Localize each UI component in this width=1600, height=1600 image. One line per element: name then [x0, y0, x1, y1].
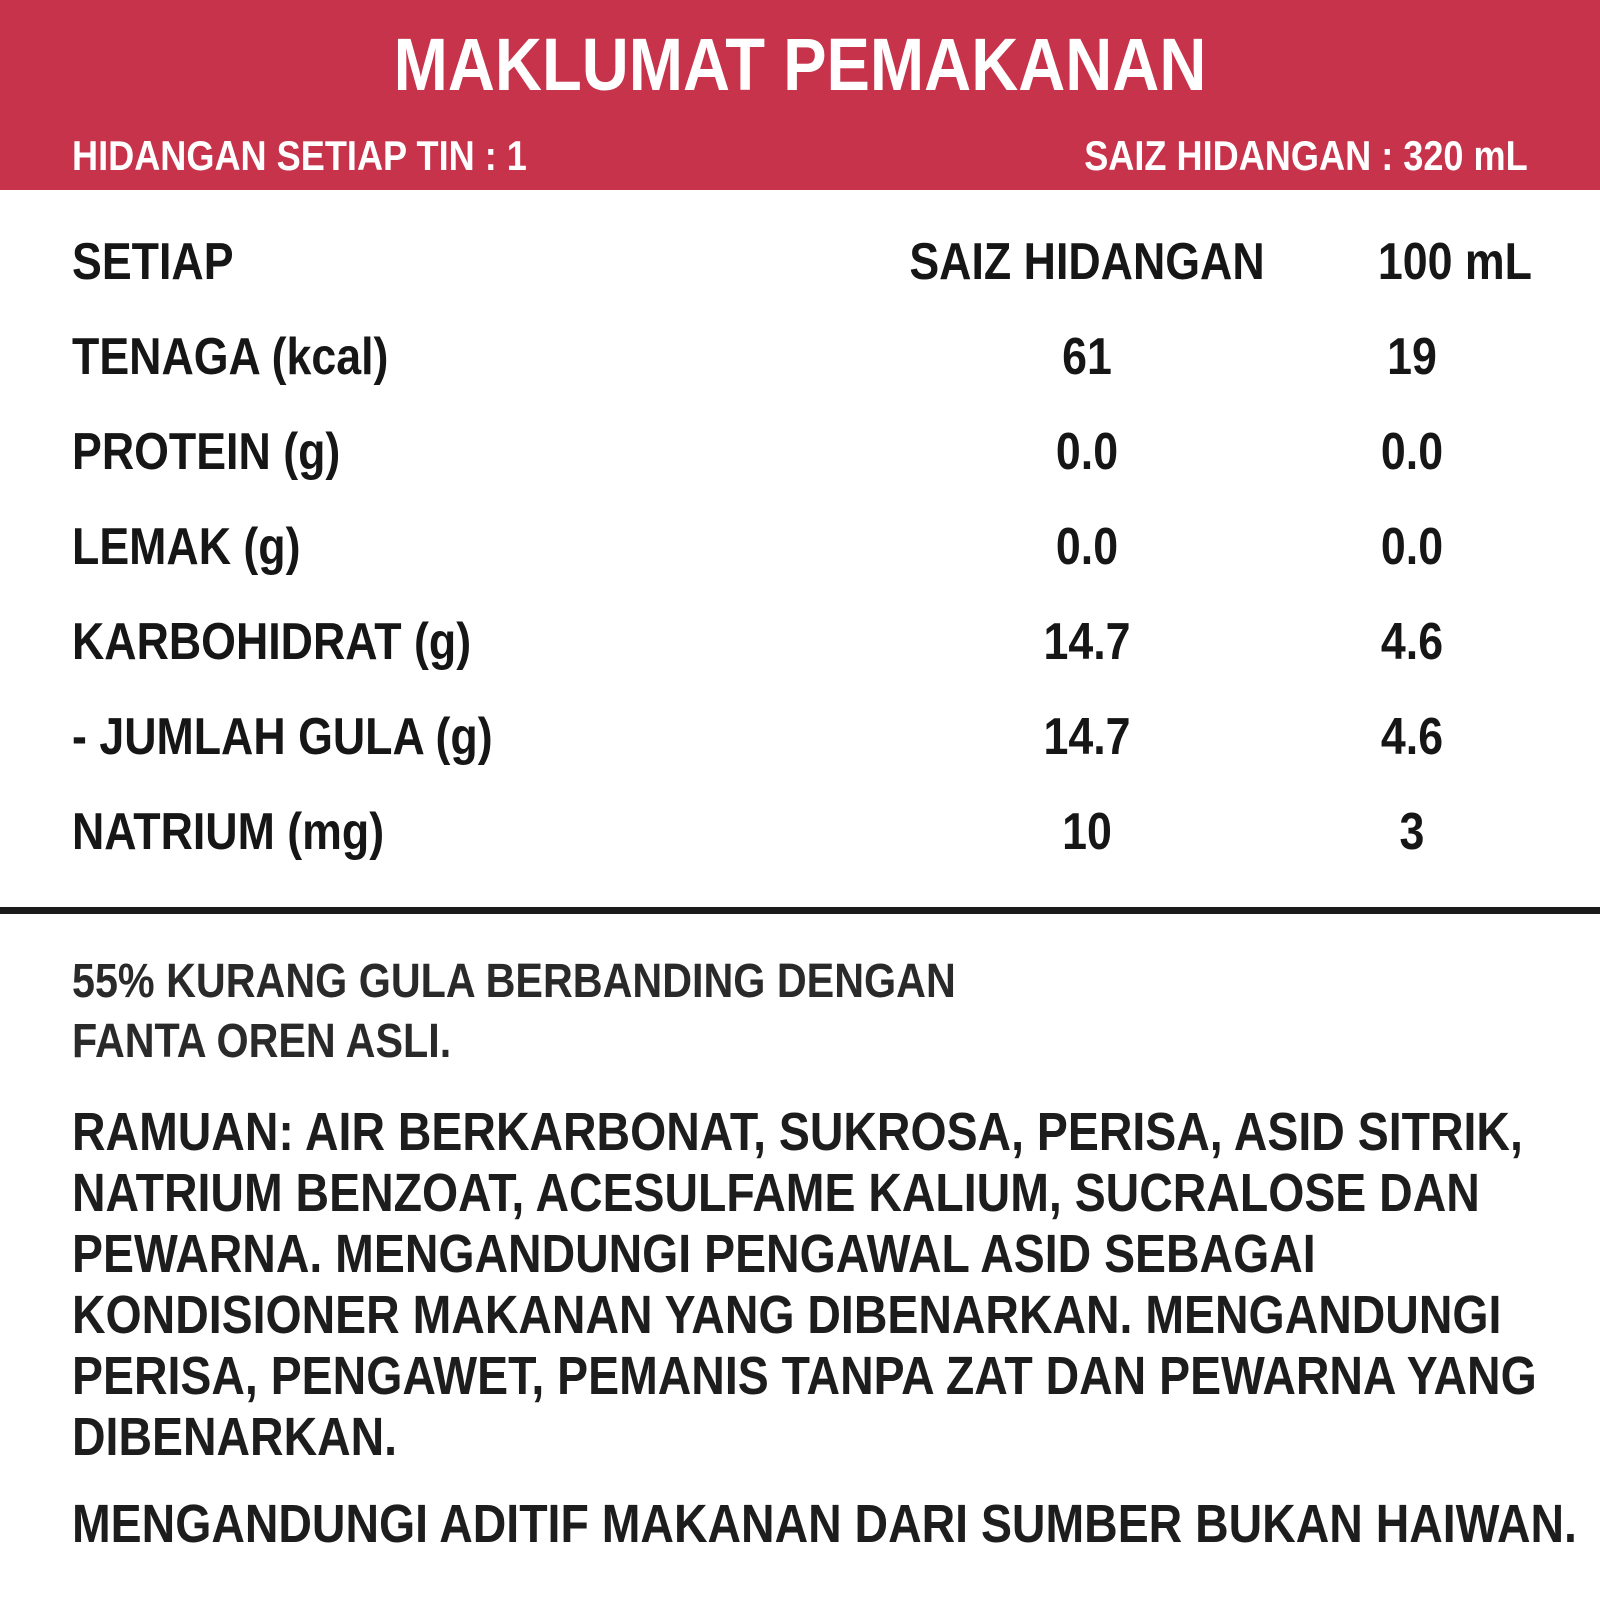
column-header-100ml: 100 mL: [1377, 233, 1532, 291]
label-notes: [72, 952, 1592, 1555]
per-serving-value: 14.7: [1043, 613, 1131, 671]
table-row: [72, 517, 1532, 612]
per-100ml-value: 4.6: [1380, 613, 1444, 671]
per-serving-value: 0.0: [1055, 423, 1119, 481]
additive-statement: MENGANDUNGI ADITIF MAKANAN DARI SUMBER BUKAN HAIWAN.: [72, 1494, 1577, 1554]
table-row: [72, 802, 1532, 897]
nutrient-label: NATRIUM (mg): [72, 803, 385, 861]
per-serving-value: 61: [1062, 328, 1112, 386]
nutrient-label: - JUMLAH GULA (g): [72, 708, 493, 766]
ingredients-list: RAMUAN: AIR BERKARBONAT, SUKROSA, PERISA, ASID SITRIK, NATRIUM BENZOAT, ACESULFAME KALIUM, SUCRALOSE DAN PEWARNA. MENGANDUNGI PENGAWAL ASID SEBAGAI KONDISIONER MAKANAN YANG DIBENARKAN. MENGANDUNGI PERISA, PENGAWET, PEMANIS TANPA ZAT DAN PEWARNA YANG DIBENARKAN.: [72, 1102, 1537, 1467]
page-title: MAKLUMAT PEMAKANAN: [393, 23, 1207, 106]
per-serving-value: 10: [1062, 803, 1112, 861]
per-100ml-value: 3: [1399, 803, 1425, 861]
nutrition-header: [0, 0, 1600, 190]
table-header-row: [72, 232, 1532, 327]
nutrient-label: KARBOHIDRAT (g): [72, 613, 472, 671]
per-100ml-value: 0.0: [1380, 518, 1444, 576]
column-header-setiap: SETIAP: [72, 233, 234, 291]
nutrient-label: TENAGA (kcal): [72, 328, 389, 386]
table-row: [72, 422, 1532, 517]
section-divider: [0, 907, 1600, 914]
nutrition-table: [72, 232, 1532, 897]
nutrient-label: PROTEIN (g): [72, 423, 341, 481]
column-header-serving: SAIZ HIDANGAN: [909, 233, 1265, 291]
table-row: [72, 612, 1532, 707]
table-row: [72, 327, 1532, 422]
sugar-claim: 55% KURANG GULA BERBANDING DENGAN FANTA OREN ASLI.: [72, 955, 956, 1068]
per-100ml-value: 4.6: [1380, 708, 1444, 766]
servings-per-tin: HIDANGAN SETIAP TIN : 1: [72, 132, 527, 179]
per-serving-value: 0.0: [1055, 518, 1119, 576]
per-serving-value: 14.7: [1043, 708, 1131, 766]
nutrient-label: LEMAK (g): [72, 518, 301, 576]
serving-size: SAIZ HIDANGAN : 320 mL: [1084, 132, 1528, 179]
per-100ml-value: 0.0: [1380, 423, 1444, 481]
per-100ml-value: 19: [1387, 328, 1437, 386]
table-row: [72, 707, 1532, 802]
